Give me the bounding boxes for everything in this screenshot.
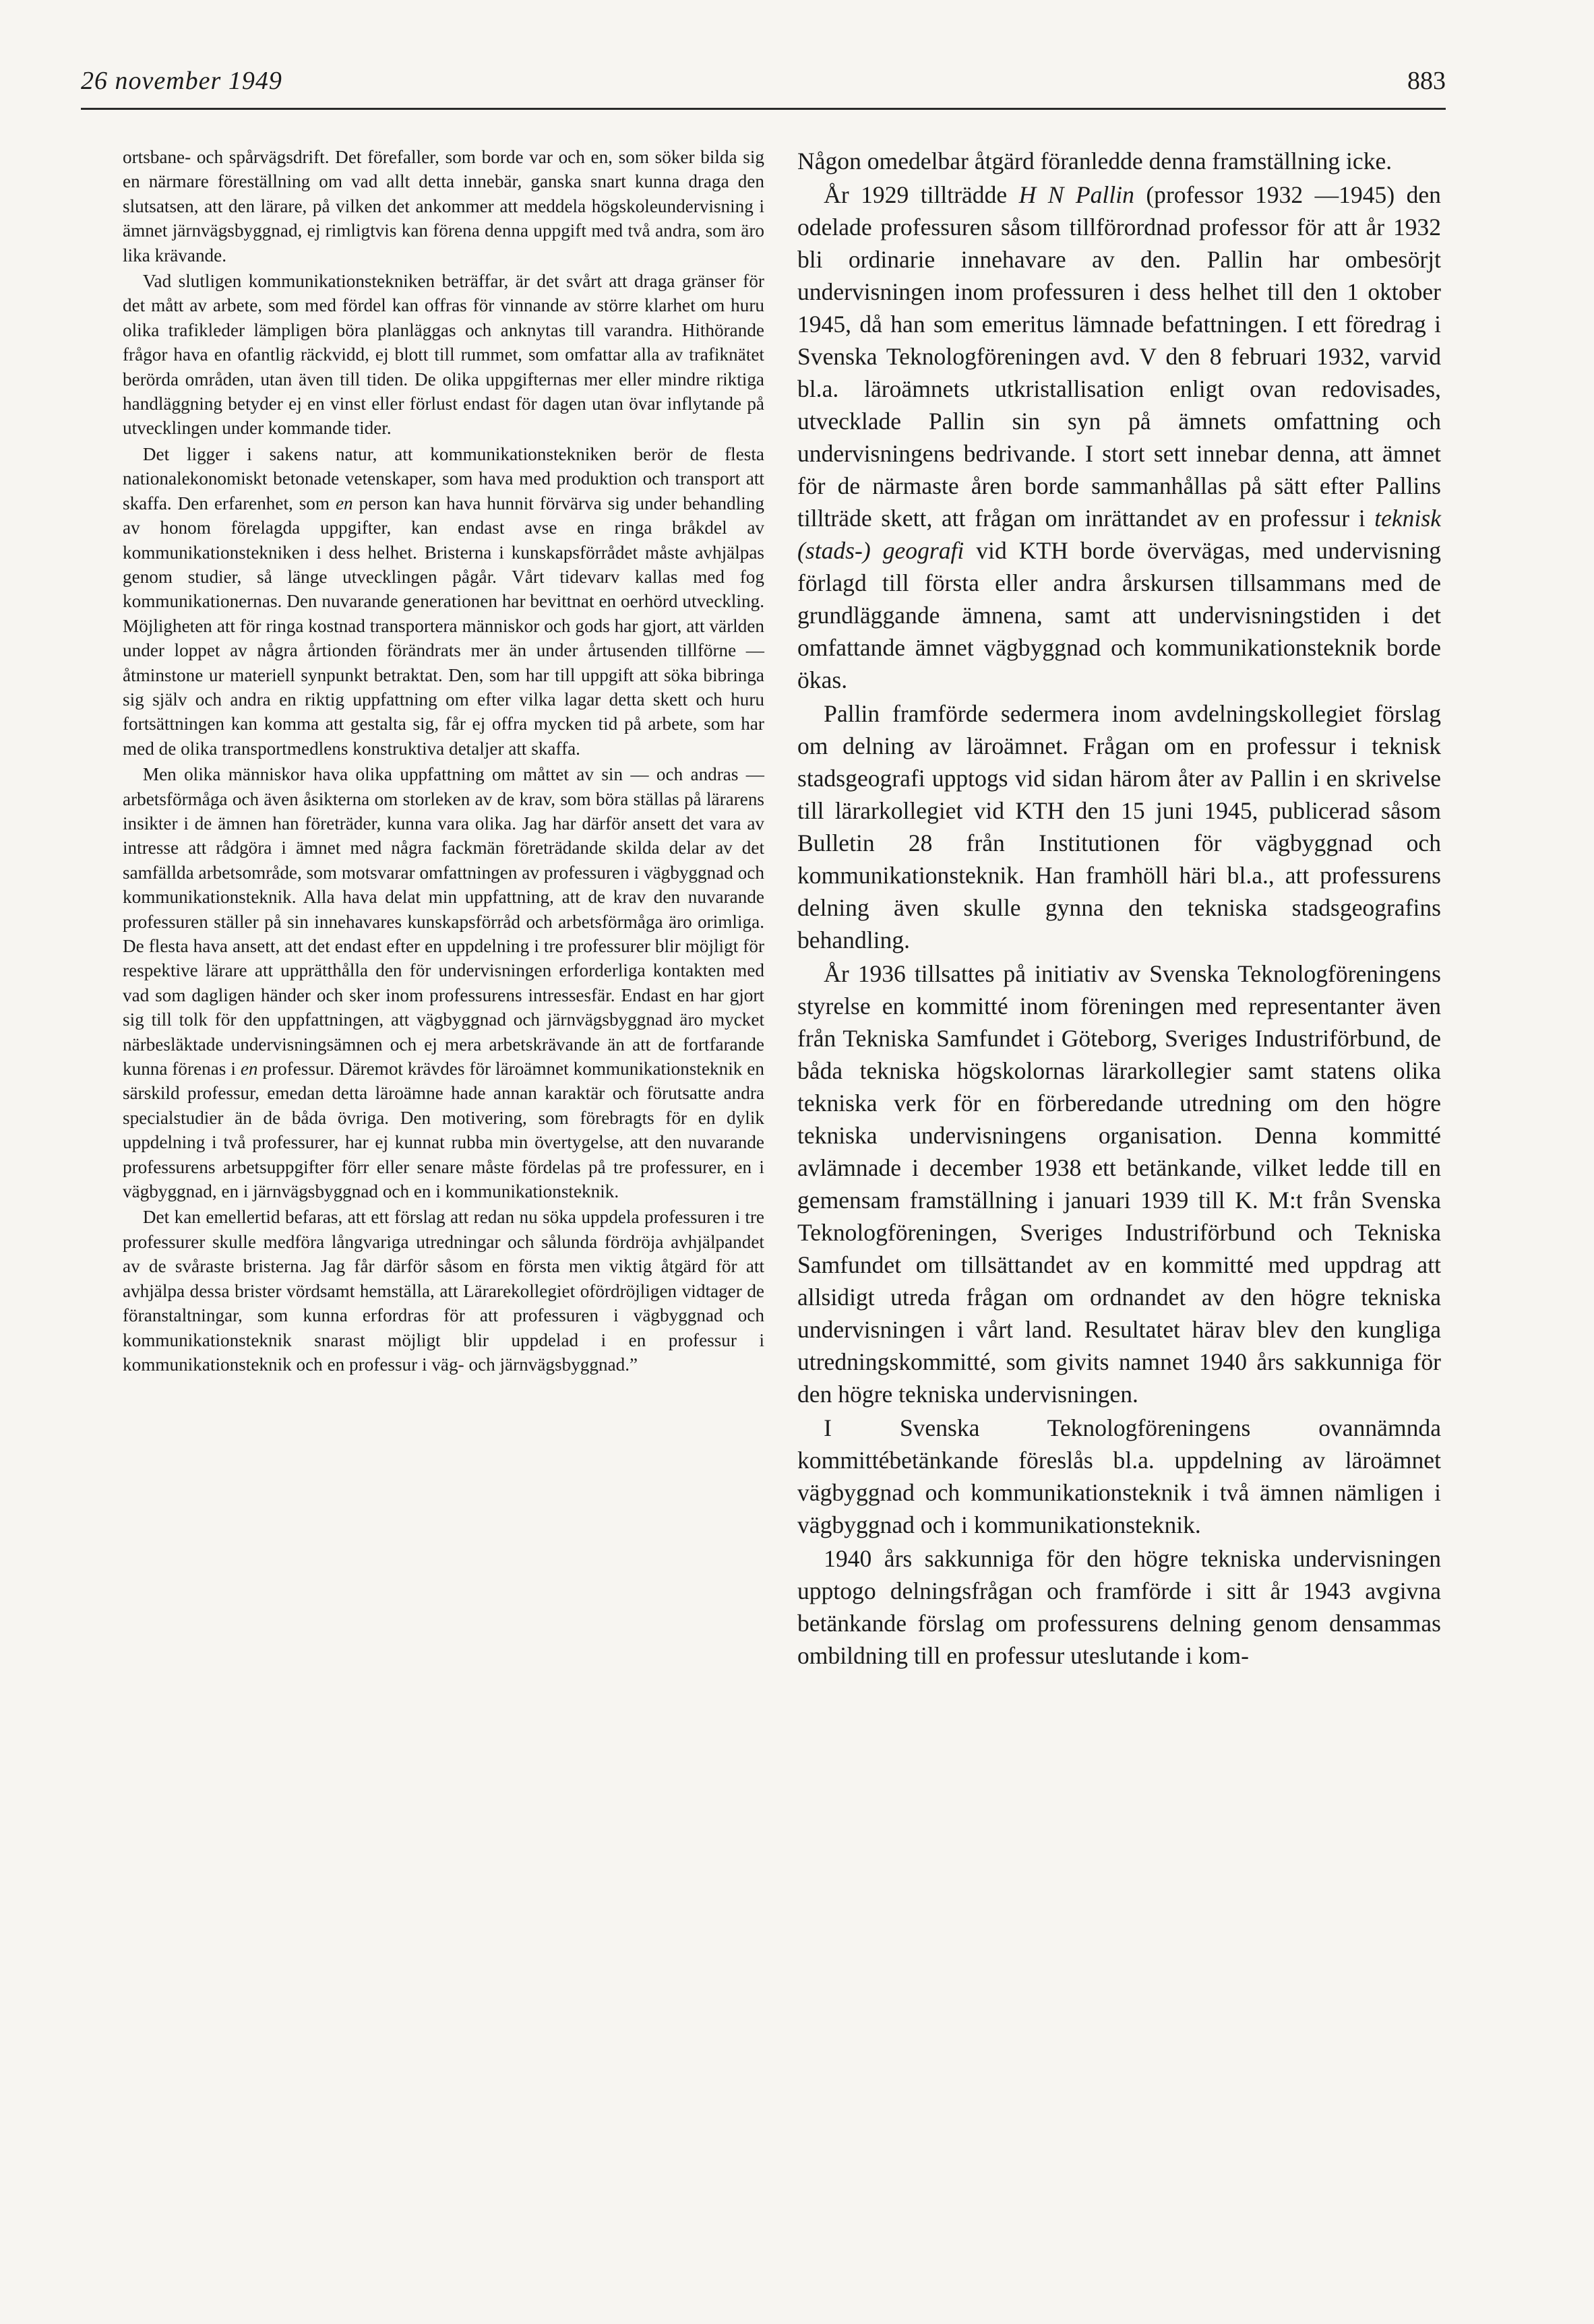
emphasis: en — [335, 493, 353, 513]
paragraph: ortsbane- och spårvägsdrift. Det förefaller, som borde var och en, som söker bilda sig en närmare föreställning om vad allt detta innebär, ganska snart kunna draga den slutsatsen, att den lärare, på vilken det ankommer att meddela högskoleundervisning i ämnet järnvägsbyggnad, ej rimligtvis kan förena denna uppgift med två andra, som äro lika krävande. — [123, 147, 764, 265]
right-column — [797, 145, 1441, 1672]
paragraph: Vad slutligen kommunikationstekniken beträffar, är det svårt att draga gränser för det mått av arbete, som med fördel kan offras för vinnande av större klarhet om huru olika trafikleder lämpligen böra planläggas och anknytas till varandra. Hithörande frågor hava en ofantlig räckvidd, ej blott till rummet, som omfattar alla av trafiknätet berörda områden, utan även till tiden. De olika uppgifternas mer eller mindre riktiga handläggning betyder ej en vinst eller förlust endast för dagen utan övar inflytande på utvecklingen under kommande tider. — [123, 271, 764, 439]
page-number: 883 — [1407, 67, 1446, 95]
paragraph-text: Det ligger i sakens natur, att kommunikationstekniken berör de flesta nationalekonomiskt betonade vetenskaper, som hava med produktion och transport att skaffa. Den erfarenhet, som — [123, 443, 764, 513]
person-name: H N Pallin — [1018, 181, 1134, 208]
paragraph — [123, 762, 764, 1203]
emphasis: teknisk (stads-) geografi — [797, 505, 1441, 564]
paragraph-text: (professor 1932 —1945) den odelade professuren såsom tillförordnad professor för att år 1932 bli ordinarie innehavare av den. Pallin har ombesörjt undervisningen inom professuren i dess helhet till den 1 oktober 1945, då han som emeritus lämnade befattningen. I ett föredrag i Svenska Teknologföreningen avd. V den 8 februari 1932, varvid bl.a. läroämnets utkristallisation enligt ovan redovisades, utvecklade Pallin sin syn på ämnets omfattning och undervisningens bedrivande. I stort sett innebar denna, att ämnet för de närmaste åren borde sammanhållas på sätt efter Pallins tillträde skett, att frågan om inrättandet av en professur i — [797, 181, 1441, 532]
paragraph: Det kan emellertid befaras, att ett förslag att redan nu söka uppdela professuren i tre professurer skulle medföra långvariga utredningar och sålunda fördröja avhjälpandet av de svåraste bristerna. Jag får därför såsom en första men viktig åtgärd för att avhjälpa dessa brister vördsamt hemställa, att Lärarekollegiet ofördröjligen vidtager de föranstaltningar, som kunna erfordras för att professuren i vägbyggnad och kommunikationsteknik snarast möjligt blir uppdelad i en professur i kommunikationsteknik och en professur i väg- och järnvägsbyggnad.” — [123, 1207, 764, 1375]
paragraph-text: person kan hava hunnit förvärva sig under behandling av honom förelagda uppgifter, kan endast avse en ringa bråkdel av kommunikationstekniken i dess helhet. Bristerna i kunskapsförrådet måste avhjälpas genom studier, så länge utvecklingen pågår. Vårt tidevarv kallas med fog kommunikationernas. Den nuvarande generationen har bevittnat en oerhörd utveckling. Möjligheten att för ringa kostnad transportera människor och gods har gjort, att världen under loppet av några årtionden förändrats mer än under årtusenden tillförne — åtminstone ur materiell synpunkt betraktat. Den, som har till uppgift att söka bibringa sig själv och andra en riktig uppfattning om efter vilka lagar detta skett och huru fortsättningen kan komma att gestalta sig, får ej offra mycken tid på arbete, som har med de olika transportmedlens konstruktiva detaljer att skaffa. — [123, 493, 764, 759]
paragraph-text: vid KTH borde övervägas, med undervisning förlagd till första eller andra årskursen tillsammans med de grundläggande ämnena, samt att undervisningstiden i det omfattande ämnet vägbyggnad och kommunikationsteknik borde ökas. — [797, 537, 1442, 693]
paragraph-text: År 1929 tillträdde — [824, 181, 1019, 208]
issue-date: 26 november 1949 — [81, 67, 282, 95]
paragraph — [797, 179, 1441, 696]
paragraph: 1940 års sakkunniga för den högre tekniska undervisningen upptogo delningsfrågan och framförde i sitt år 1943 avgivna betänkande förslag om professurens delning genom densammas ombildning till en professur uteslutande i kom- — [797, 1545, 1441, 1669]
paragraph-text: Men olika människor hava olika uppfattning om måttet av sin — och andras — arbetsförmåga och även åsikterna om storleken av de krav, som böra ställas på lärarens insikter i de ämnen han företräder, kunna vara olika. Jag har därför ansett det vara av intresse att rådgöra i ämnet med några fackmän företrädande skilda delar av det samfällda arbetsområde, som motsvarar omfattningen av professuren i vägbyggnad och kommunikationsteknik. Alla hava delat min uppfattning, att de krav den nuvarande professuren ställer på sin innehavares kunskapsförråd och arbetsförmåga äro orimliga. De flesta hava ansett, att det endast efter en uppdelning i tre professurer blir möjligt för respektive lärare att upprätthålla den för undervisningen erforderliga kontakten med vad som dagligen händer och sker inom professurens intressesfär. Endast en har gjort sig till tolk för den uppfattningen, att vägbyggnad och järnvägsbyggnad äro mycket närbesläktade undervisningsämnen och ej mera arbetskrävande än att de fortfarande kunna förenas i — [123, 764, 764, 1079]
header-rule — [81, 108, 1446, 110]
paragraph: År 1936 tillsattes på initiativ av Svenska Teknologföreningens styrelse en kommitté inom föreningen med representanter även från Tekniska Samfundet i Göteborg, Sveriges Industriförbund, de båda tekniska högskolornas lärarkollegier samt statens olika tekniska verk för en förberedande utredning om den högre tekniska undervisningens organisation. Denna kommitté avlämnade i december 1938 ett betänkande, vilket ledde till en gemensam framställning i januari 1939 till K. M:t från Svenska Teknologföreningen, Sveriges Industriförbund och Tekniska Samfundet om tillsättandet av en kommitté med uppdrag att allsidigt utreda frågan om ordnandet av den högre tekniska undervisningen i vårt land. Resultatet härav blev den kungliga utredningskommitté, som givits namnet 1940 års sakkunniga för den högre tekniska undervisningen. — [797, 960, 1441, 1408]
left-column — [123, 145, 764, 1377]
paragraph: Pallin framförde sedermera inom avdelningskollegiet förslag om delning av läroämnet. Frågan om en professur i teknisk stadsgeografi upptogs vid sidan härom åter av Pallin i en skrivelse till lärarkollegiet vid KTH den 15 juni 1945, publicerad såsom Bulletin 28 från Institutionen för vägbyggnad och kommunikationsteknik. Han framhöll häri bl.a., att professurens delning även skulle gynna den tekniska stadsgeografins behandling. — [797, 700, 1441, 953]
paragraph-text: professur. Däremot krävdes för läroämnet kommunikationsteknik en särskild professur, emedan detta läroämne hade annan karaktär och förutsatte andra specialstudier än de båda övriga. Den motivering, som förebragts för en dylik uppdelning i två professurer, har ej kunnat rubba min övertygelse, att den nuvarande professurens arbetsuppgifter förr eller senare måste fördelas på tre professurer, en i vägbyggnad, en i järnvägsbyggnad och en i kommunikationsteknik. — [123, 1059, 764, 1202]
paragraph: I Svenska Teknologföreningens ovannämnda kommittébetänkande föreslås bl.a. uppdelning av läroämnet vägbyggnad och kommunikationsteknik i två ämnen nämligen i vägbyggnad och i kommunikationsteknik. — [797, 1414, 1441, 1538]
paragraph: Någon omedelbar åtgärd föranledde denna framställning icke. — [797, 148, 1392, 175]
running-head — [81, 66, 1446, 106]
emphasis: en — [240, 1059, 258, 1079]
paragraph — [123, 442, 764, 761]
